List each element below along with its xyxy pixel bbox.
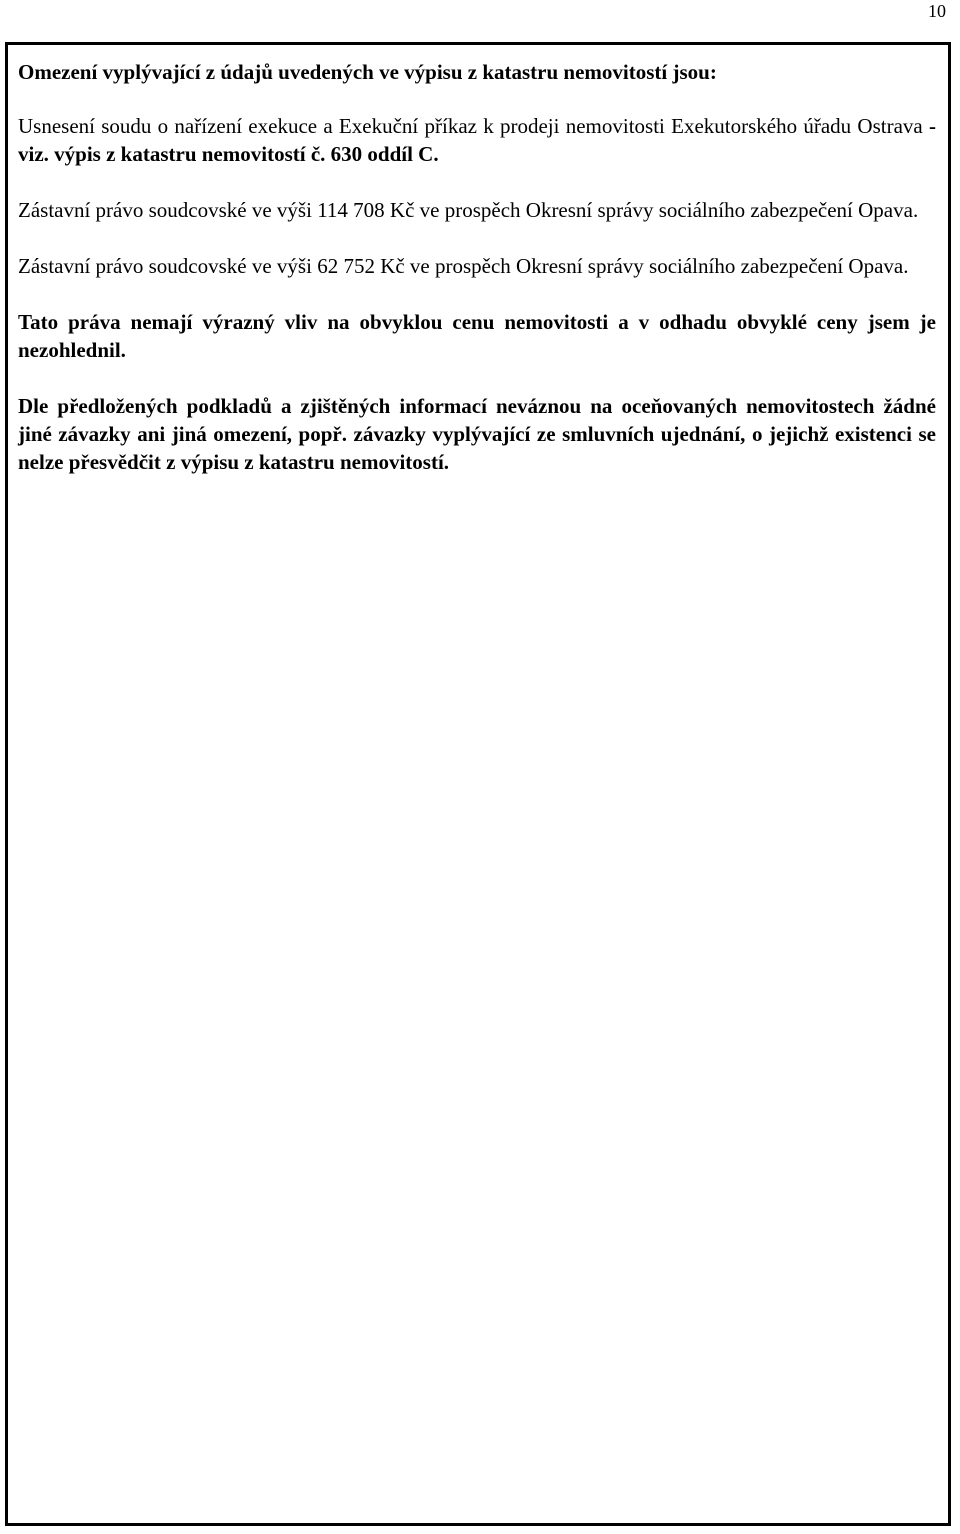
paragraph-execution-text: Usnesení soudu o nařízení exekuce a Exekuční příkaz k prodeji nemovitosti Exekutorského úřadu Ostrava <box>18 114 929 138</box>
paragraph-lien-1: Zástavní právo soudcovské ve výši 114 708 Kč ve prospěch Okresní správy sociálního zabezpečení Opava. <box>18 198 919 222</box>
document-content <box>18 58 936 504</box>
page-number: 10 <box>928 1 946 21</box>
section-heading: Omezení vyplývající z údajů uvedených ve výpisu z katastru nemovitostí jsou: <box>18 60 717 84</box>
paragraph-lien-2: Zástavní právo soudcovské ve výši 62 752 Kč ve prospěch Okresní správy sociálního zabezpečení Opava. <box>18 254 909 278</box>
paragraph-execution-reference: - viz. výpis z katastru nemovitostí č. 630 oddíl C. <box>18 114 936 166</box>
document-frame <box>5 42 951 1526</box>
paragraph-execution <box>18 112 936 168</box>
paragraph-impact: Tato práva nemají výrazný vliv na obvyklou cenu nemovitosti a v odhadu obvyklé ceny jsem je nezohlednil. <box>18 310 936 362</box>
paragraph-other-encumbrances: Dle předložených podkladů a zjištěných informací neváznou na oceňovaných nemovitostech žádné jiné závazky ani jiná omezení, popř. závazky vyplývající ze smluvních ujednání, o jejichž existenci se nelze přesvědčit z výpisu z katastru nemovitostí. <box>18 394 936 474</box>
